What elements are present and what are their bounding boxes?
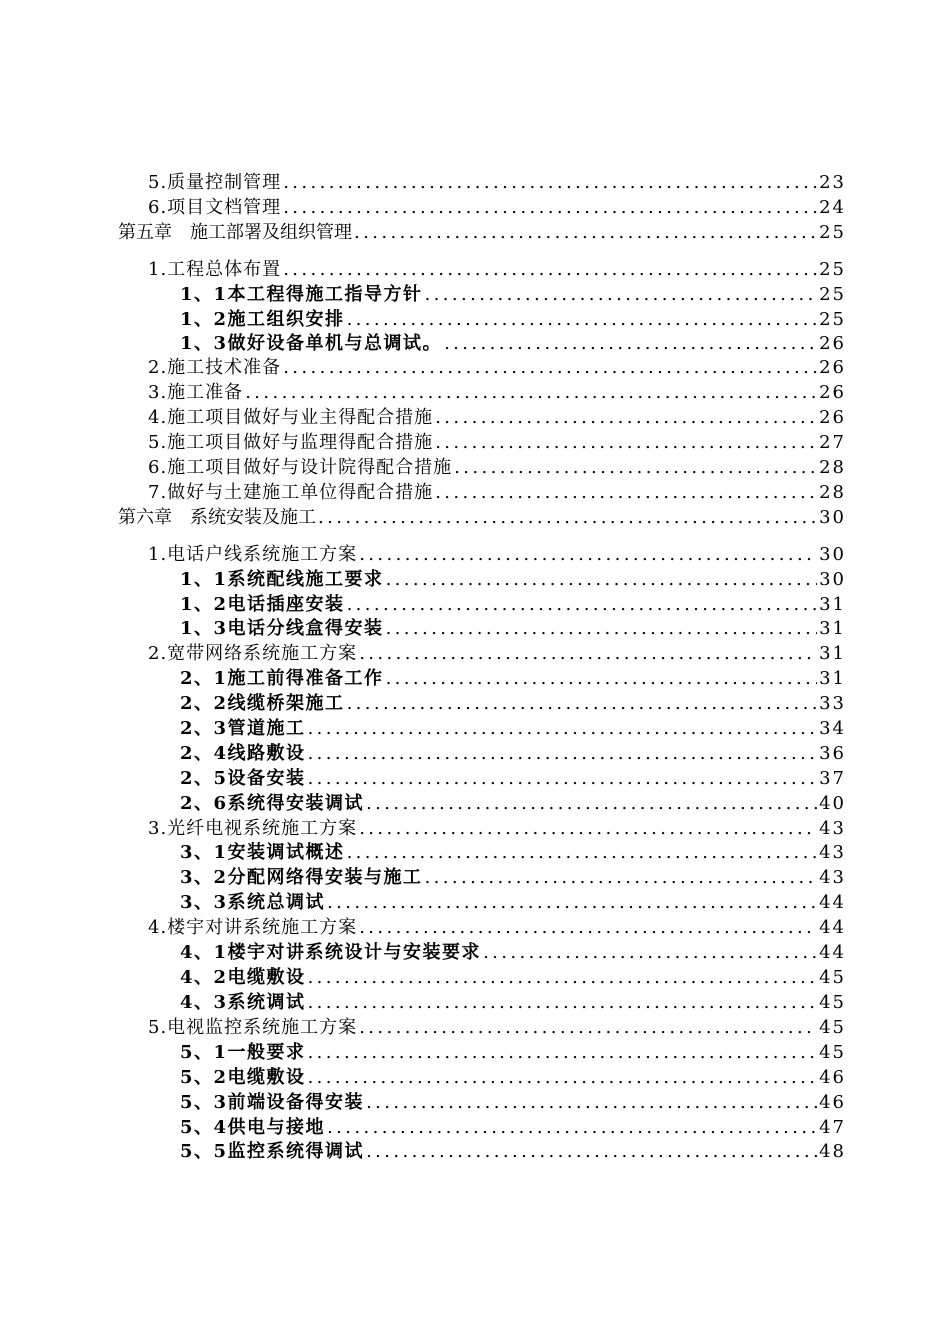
toc-section-entry [0,915,846,939]
dot-leader [283,172,817,194]
toc-subsection-entry [0,1065,846,1089]
toc-section-entry [0,641,846,665]
toc-subsection-entry [0,1115,846,1139]
toc-entry-label: 1、2电话插座安装 [180,594,345,615]
dot-leader [308,992,818,1014]
toc-entry-label: 2.宽带网络系统施工方案 [148,643,358,664]
toc-subsection-entry [0,865,846,889]
toc-subsection-entry [0,666,846,690]
dot-leader [425,284,818,306]
dot-leader [483,942,817,964]
dot-leader [308,1067,818,1089]
toc-section-entry [0,405,846,429]
toc-subsection-entry [0,691,846,715]
dot-leader [359,1017,817,1039]
toc-subsection-entry [0,890,846,914]
dot-leader [308,743,818,765]
toc-chapter-entry [0,505,846,529]
toc-chapter-entry [0,220,846,244]
toc-page-number: 43 [819,842,846,863]
toc-entry-label: 5.电视监控系统施工方案 [148,1017,358,1038]
toc-entry-label: 4.施工项目做好与业主得配合措施 [148,407,434,428]
toc-page-number: 47 [819,1117,846,1138]
toc-section-entry [0,816,846,840]
toc-page-number: 31 [819,668,846,689]
toc-entry-label: 5.施工项目做好与监理得配合措施 [148,432,434,453]
toc-page-number: 46 [819,1067,846,1088]
toc-entry-label: 2、5设备安装 [180,768,306,789]
dot-leader [386,668,818,690]
toc-page-number: 43 [819,818,846,839]
toc-entry-label: 7.做好与土建施工单位得配合措施 [148,482,434,503]
toc-entry-label: 第六章 系统安装及施工 [118,507,316,528]
toc-entry-label: 4、3系统调试 [180,992,306,1013]
dot-leader [435,407,817,429]
dot-leader [354,222,817,244]
toc-section-entry [0,355,846,379]
toc-section-entry [0,380,846,404]
dot-leader [283,357,817,379]
toc-page-number: 25 [819,259,846,280]
dot-leader [386,569,818,591]
toc-entry-label: 2、1施工前得准备工作 [180,668,384,689]
toc-page-number: 48 [819,1141,846,1162]
toc-page-number: 46 [819,1092,846,1113]
toc-entry-label: 1、3做好设备单机与总调试。 [180,333,443,354]
toc-subsection-entry [0,567,846,591]
toc-section-entry [0,455,846,479]
dot-leader [327,892,817,914]
dot-leader [366,1141,817,1163]
dot-leader [245,382,817,404]
toc-page-number: 30 [819,507,846,528]
toc-page-number: 45 [819,992,846,1013]
dot-leader [359,544,817,566]
toc-entry-label: 6.项目文档管理 [148,197,282,218]
toc-subsection-entry [0,741,846,765]
dot-leader [347,309,818,331]
toc-section-entry [0,170,846,194]
toc-page-number: 43 [819,867,846,888]
toc-entry-label: 2、2线缆桥架施工 [180,693,345,714]
toc-entry-label: 6.施工项目做好与设计院得配合措施 [148,457,453,478]
toc-entry-label: 5.质量控制管理 [148,172,282,193]
toc-page-number: 26 [819,333,846,354]
toc-page-number: 30 [819,569,846,590]
toc-subsection-entry [0,1090,846,1114]
dot-leader [386,618,818,640]
dot-leader [283,197,817,219]
toc-entry-label: 2、6系统得安装调试 [180,793,365,814]
toc-page-number: 37 [819,768,846,789]
dot-leader [308,718,818,740]
toc-entry-label: 3、2分配网络得安装与施工 [180,867,423,888]
toc-entry-label: 2、4线路敷设 [180,743,306,764]
dot-leader [308,768,818,790]
toc-page-number: 26 [819,357,846,378]
dot-leader [454,457,817,479]
toc-section-entry [0,257,846,281]
dot-leader [347,693,818,715]
dot-leader [359,917,817,939]
toc-page-number: 28 [819,457,846,478]
toc-subsection-entry [0,716,846,740]
dot-leader [444,333,817,355]
toc-page-number: 44 [819,892,846,913]
toc-page-number: 25 [819,222,846,243]
toc-section-entry [0,480,846,504]
toc-page-number: 27 [819,432,846,453]
toc-entry-label: 1、3电话分线盒得安装 [180,618,384,639]
toc-entry-label: 5、4供电与接地 [180,1117,326,1138]
toc-entry-label: 5、3前端设备得安装 [180,1092,365,1113]
toc-page-number: 45 [819,1042,846,1063]
toc-section-entry [0,430,846,454]
toc-subsection-entry [0,592,846,616]
toc-page-number: 30 [819,544,846,565]
toc-subsection-entry [0,1139,846,1163]
toc-section-entry [0,195,846,219]
toc-page-number: 44 [819,917,846,938]
toc-entry-label: 第五章 施工部署及组织管理 [118,222,352,243]
toc-page-number: 23 [819,172,846,193]
toc-page-number: 31 [819,594,846,615]
toc-subsection-entry [0,990,846,1014]
toc-page-number: 33 [819,693,846,714]
toc-page-number: 44 [819,942,846,963]
toc-subsection-entry [0,282,846,306]
toc-page-number: 24 [819,197,846,218]
toc-page-number: 36 [819,743,846,764]
toc-entry-label: 2.施工技术准备 [148,357,282,378]
toc-page-number: 31 [819,618,846,639]
dot-leader [359,643,817,665]
toc-entry-label: 4、1楼宇对讲系统设计与安装要求 [180,942,482,963]
dot-leader [283,259,817,281]
dot-leader [347,842,818,864]
toc-subsection-entry [0,1040,846,1064]
toc-entry-label: 5、1一般要求 [180,1042,306,1063]
toc-subsection-entry [0,840,846,864]
toc-subsection-entry [0,791,846,815]
toc-entry-label: 5、2电缆敷设 [180,1067,306,1088]
dot-leader [359,818,817,840]
toc-page-number: 45 [819,1017,846,1038]
toc-entry-label: 1.工程总体布置 [148,259,282,280]
toc-page-number: 26 [819,407,846,428]
toc-page-number: 26 [819,382,846,403]
dot-leader [308,1042,818,1064]
toc-entry-label: 5、5监控系统得调试 [180,1141,365,1162]
toc-section-entry [0,1015,846,1039]
dot-leader [366,793,817,815]
toc-subsection-entry [0,766,846,790]
toc-subsection-entry [0,965,846,989]
dot-leader [327,1117,817,1139]
toc-entry-label: 3、1安装调试概述 [180,842,345,863]
toc-subsection-entry [0,940,846,964]
toc-entry-label: 1、2施工组织安排 [180,309,345,330]
toc-entry-label: 3、3系统总调试 [180,892,326,913]
toc-page-number: 28 [819,482,846,503]
toc-subsection-entry [0,331,846,355]
toc-entry-label: 3.光纤电视系统施工方案 [148,818,358,839]
toc-entry-label: 1、1系统配线施工要求 [180,569,384,590]
toc-entry-label: 2、3管道施工 [180,718,306,739]
toc-subsection-entry [0,616,846,640]
toc-page-number: 25 [819,284,846,305]
dot-leader [425,867,818,889]
toc-entry-label: 4、2电缆敷设 [180,967,306,988]
toc-entry-label: 1、1本工程得施工指导方针 [180,284,423,305]
toc-entry-label: 3.施工准备 [148,382,244,403]
toc-page-number: 40 [819,793,846,814]
toc-entry-label: 4.楼宇对讲系统施工方案 [148,917,358,938]
toc-subsection-entry [0,307,846,331]
dot-leader [308,967,818,989]
dot-leader [347,594,818,616]
dot-leader [318,507,817,529]
toc-page-number: 34 [819,718,846,739]
dot-leader [366,1092,817,1114]
toc-page-number: 25 [819,309,846,330]
toc-entry-label: 1.电话户线系统施工方案 [148,544,358,565]
dot-leader [435,432,817,454]
toc-page-number: 45 [819,967,846,988]
toc-section-entry [0,542,846,566]
toc-page-number: 31 [819,643,846,664]
dot-leader [435,482,817,504]
